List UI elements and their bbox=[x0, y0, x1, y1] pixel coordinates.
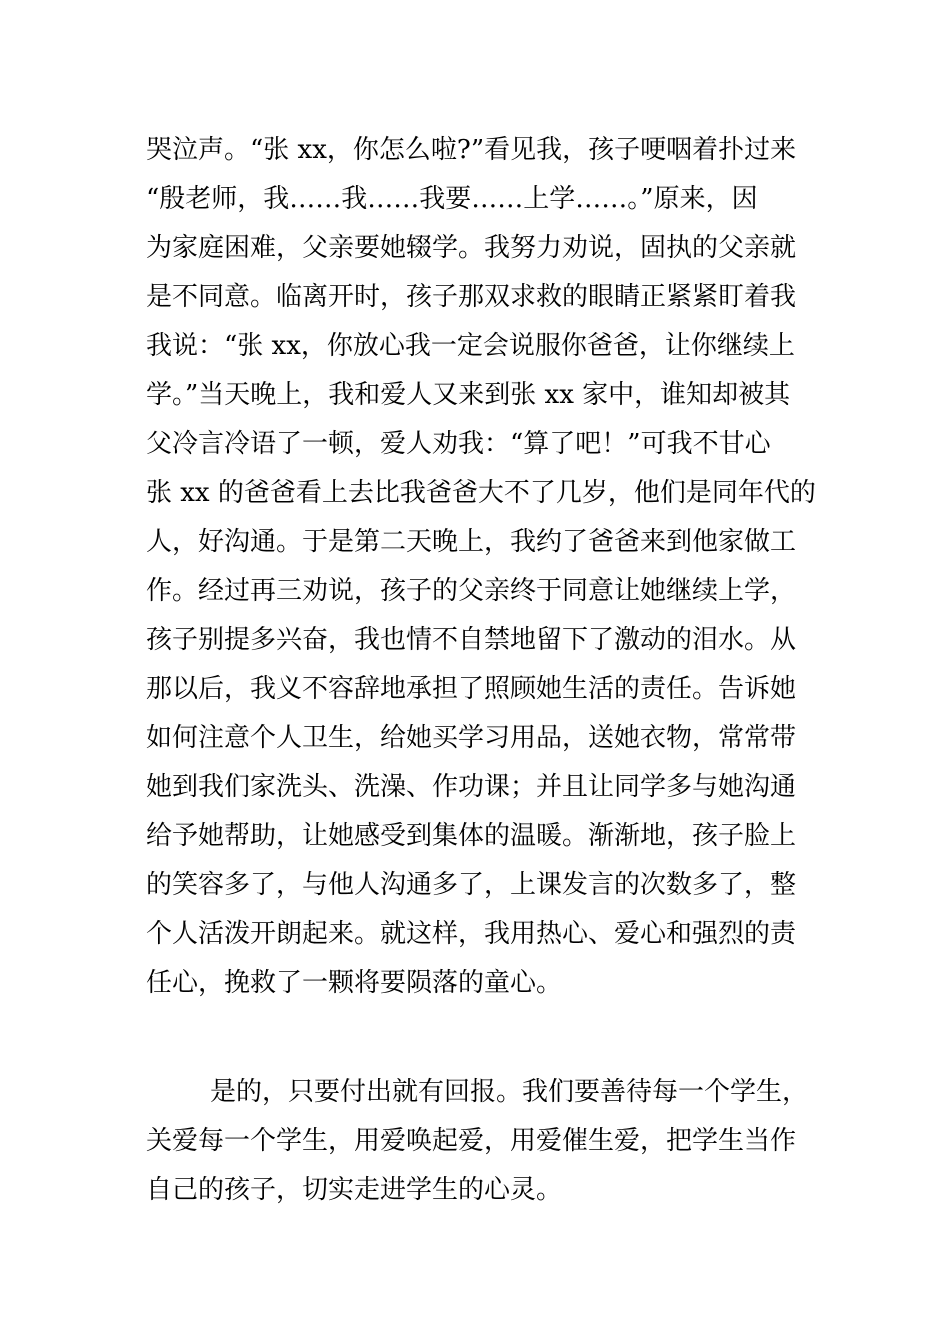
text-line: 人，好沟通。于是第二天晚上，我约了爸爸来到他家做工 bbox=[146, 527, 797, 557]
text-line: 孩子别提多兴奋，我也情不自禁地留下了激动的泪水。从 bbox=[146, 625, 797, 655]
text-line: 学。”当天晚上，我和爱人又来到张 xx 家中，谁知却被其 bbox=[146, 380, 791, 410]
text-line: 我说：“张 xx，你放心我一定会说服你爸爸，让你继续上 bbox=[146, 331, 795, 361]
text-line: 的笑容多了，与他人沟通多了，上课发言的次数多了，整 bbox=[146, 870, 797, 900]
text-line: 那以后，我义不容辞地承担了照顾她生活的责任。告诉她 bbox=[146, 674, 797, 704]
paragraph-conclusion bbox=[146, 1068, 826, 1215]
text-line: 自己的孩子，切实走进学生的心灵。 bbox=[146, 1175, 563, 1205]
text-line: 父冷言冷语了一顿，爱人劝我：“算了吧！”可我不甘心 bbox=[146, 429, 771, 459]
text-line: “殷老师，我……我……我要……上学……。”原来，因 bbox=[146, 184, 758, 214]
text-line: 作。经过再三劝说，孩子的父亲终于同意让她继续上学， bbox=[146, 576, 797, 606]
text-line: 给予她帮助，让她感受到集体的温暖。渐渐地，孩子脸上 bbox=[146, 821, 797, 851]
text-line: 为家庭困难，父亲要她辍学。我努力劝说，固执的父亲就 bbox=[146, 233, 797, 263]
text-line: 如何注意个人卫生，给她买学习用品，送她衣物，常常带 bbox=[146, 723, 797, 753]
text-line: 关爱每一个学生，用爱唤起爱，用爱催生爱，把学生当作 bbox=[146, 1126, 797, 1156]
paragraph-story bbox=[146, 126, 826, 1008]
text-line: 是不同意。临离开时，孩子那双求救的眼睛正紧紧盯着我 bbox=[146, 282, 797, 312]
text-line: 哭泣声。“张 xx，你怎么啦?”看见我，孩子哽咽着扑过来 bbox=[146, 135, 797, 165]
text-line: 张 xx 的爸爸看上去比我爸爸大不了几岁，他们是同年代的 bbox=[146, 478, 816, 508]
text-line: 任心，挽救了一颗将要陨落的童心。 bbox=[146, 968, 563, 998]
text-line: 个人活泼开朗起来。就这样，我用热心、爱心和强烈的责 bbox=[146, 919, 797, 949]
text-line: 是的，只要付出就有回报。我们要善待每一个学生， bbox=[210, 1077, 809, 1107]
text-line: 她到我们家洗头、洗澡、作功课；并且让同学多与她沟通 bbox=[146, 772, 797, 802]
